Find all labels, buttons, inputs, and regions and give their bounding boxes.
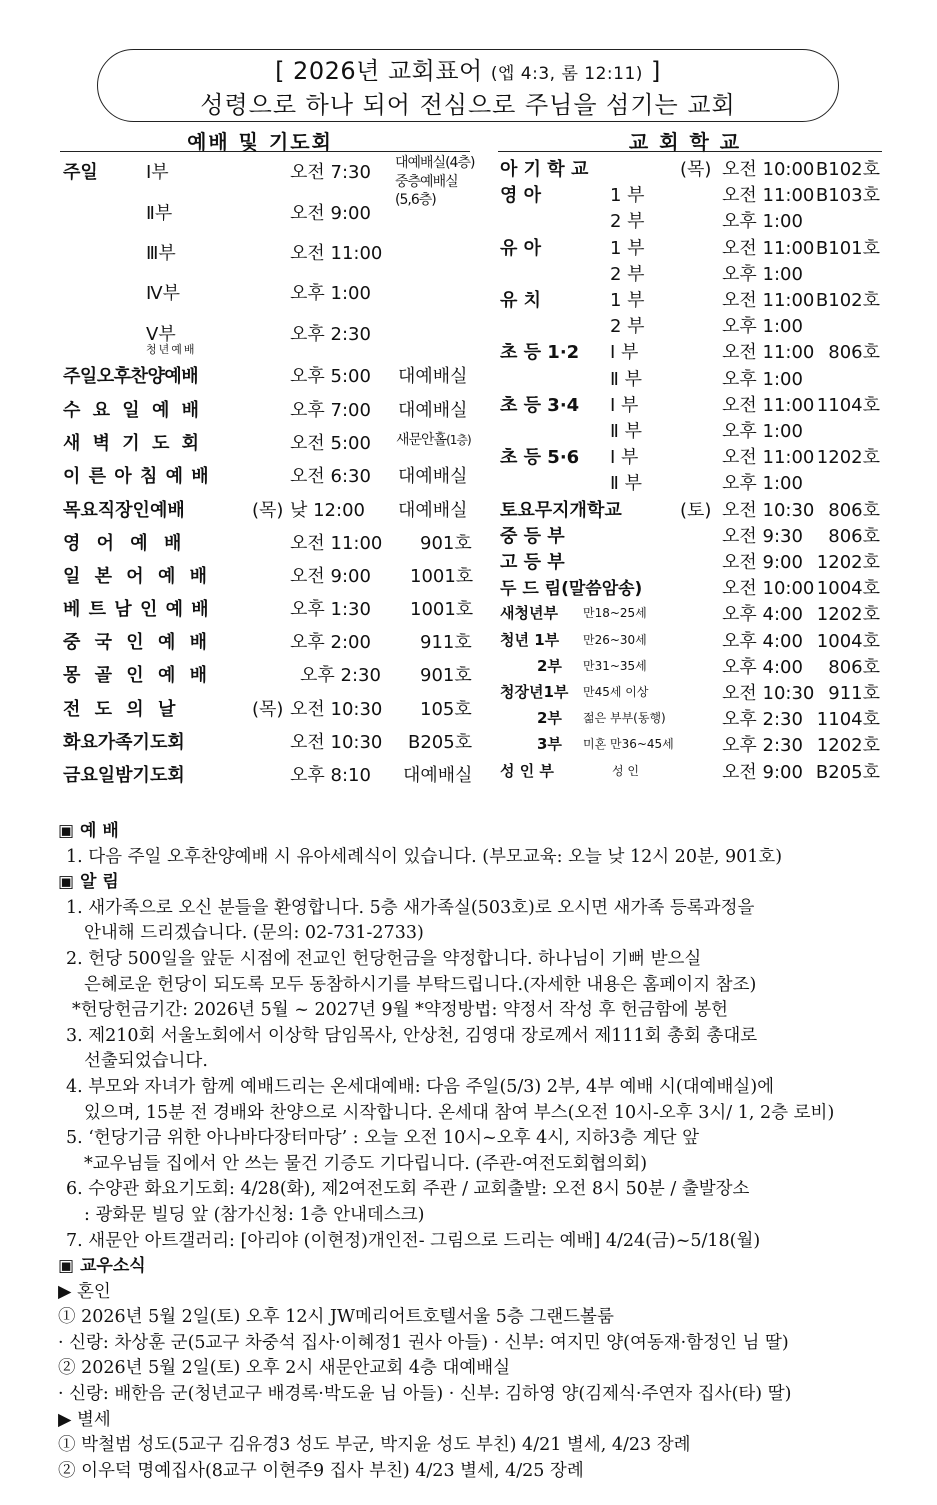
worship-name: 이 른 아 침 예 배 <box>63 466 210 487</box>
school-age: 만26~30세 <box>583 632 647 647</box>
notice-line: 2. 헌당 500일을 앞둔 시점에 전교인 헌당헌금을 약정합니다. 하나님이 기뻐 받으실 <box>66 948 702 969</box>
sunday-label: 주일 <box>63 162 98 183</box>
school-room: 806호 <box>828 342 880 364</box>
school-part: 2 부 <box>610 263 645 285</box>
notice-line: 안내해 드리겠습니다. (문의: 02-731-2733) <box>84 923 424 944</box>
school-time: 오후 4:00 <box>722 630 803 652</box>
school-room: 1004호 <box>816 578 880 600</box>
section-title-worship: ▣ 예 배 <box>58 821 119 841</box>
sunday-part: Ⅱ부 <box>146 203 173 224</box>
worship-time: 오전 11:00 <box>290 533 383 554</box>
school-room: B101호 <box>815 237 880 259</box>
school-part: Ⅰ 부 <box>610 394 639 416</box>
motto-title: [ 2026년 교회표어 <box>275 57 483 85</box>
school-time: 오후 4:00 <box>722 656 803 678</box>
school-time: 오전 9:00 <box>722 552 803 573</box>
notice-section <box>58 819 888 1484</box>
worship-place: 901호 <box>420 533 472 554</box>
school-name: 초 등 1·2 <box>500 342 580 364</box>
motto-reference: (엡 4:3, 롬 12:11) <box>490 64 643 84</box>
worship-time: 오후 1:30 <box>290 599 371 620</box>
school-time: 오전 11:00 <box>722 185 815 207</box>
school-time: 오전 11:00 <box>722 290 815 311</box>
notice-line: *헌당헌금기간: 2026년 5월 ~ 2027년 9월 *약정방법: 약정서 작성 후 헌금함에 봉헌 <box>72 1000 729 1021</box>
school-room: 806호 <box>828 656 880 678</box>
worship-time: 오전 10:30 <box>290 699 383 720</box>
notice-line: : 광화문 빌딩 앞 (참가신청: 1층 안내데스크) <box>84 1204 425 1225</box>
school-room: 1104호 <box>816 709 880 731</box>
school-part: 1 부 <box>610 237 645 259</box>
sunday-part: Ⅴ부 <box>146 324 176 345</box>
worship-time: 오전 5:00 <box>290 433 371 454</box>
school-room: 1202호 <box>816 604 880 626</box>
worship-time: 오전 6:30 <box>290 466 371 487</box>
worship-name: 전 도 의 날 <box>63 699 180 720</box>
worship-place-sub: (1층) <box>446 433 471 447</box>
worship-place: 911호 <box>420 632 472 653</box>
school-name: 성 인 부 <box>500 761 554 780</box>
school-part: (토) <box>680 499 712 521</box>
school-part: (목) <box>680 159 712 180</box>
school-time: 오전 11:00 <box>722 394 815 416</box>
school-part: 1 부 <box>610 185 645 207</box>
worship-name: 주일오후찬양예배 <box>63 366 199 387</box>
school-age: 만18~25세 <box>583 606 647 621</box>
worship-place-main: 새문안홀 <box>396 432 447 448</box>
school-room: B102호 <box>815 159 880 180</box>
school-time: 오후 1:00 <box>722 473 803 495</box>
school-age: 성 인 <box>612 763 639 778</box>
worship-name: 새 벽 기 도 회 <box>63 433 203 454</box>
school-time: 오전 10:00 <box>722 159 815 180</box>
worship-place: 대예배실 <box>403 765 473 786</box>
worship-time: 오후 7:00 <box>290 400 371 421</box>
school-time: 오전 11:00 <box>722 237 815 259</box>
school-time: 오전 11:00 <box>722 342 815 364</box>
notice-line: · 신랑: 차상훈 군(5교구 차중석 집사·이혜정1 권사 아들) · 신부: 여지민 양(여동재·함정인 님 딸) <box>58 1332 789 1353</box>
school-header: 교 회 학 교 <box>628 130 742 154</box>
school-header-rule <box>498 151 882 152</box>
worship-time: 오후 2:30 <box>300 665 381 686</box>
school-room: B103호 <box>815 185 880 207</box>
school-room: 806호 <box>828 525 880 547</box>
worship-day: (목) <box>252 500 284 521</box>
worship-place <box>396 429 471 449</box>
worship-place: 1001호 <box>410 599 474 620</box>
funeral-heading: ▶ 별세 <box>58 1409 111 1430</box>
youth-service-sub: 청년예배 <box>146 343 197 356</box>
notice-line: ① 박철범 성도(5교구 김유경3 성도 부군, 박지윤 성도 부친) 4/21 별세, 4/23 장례 <box>58 1435 691 1456</box>
school-room: 1202호 <box>816 447 880 469</box>
worship-time: 오후 5:00 <box>290 366 371 387</box>
school-time: 오전 9:30 <box>722 525 803 547</box>
sunday-place: 대예배실(4층) <box>395 155 475 171</box>
section-title-members: ▣ 교우소식 <box>58 1256 146 1277</box>
school-time: 오전 10:30 <box>722 499 815 521</box>
school-part: 2 부 <box>610 211 645 233</box>
school-part: Ⅰ 부 <box>610 447 639 469</box>
school-room: 1004호 <box>816 630 880 652</box>
school-room: 911호 <box>828 683 880 704</box>
school-room: 806호 <box>828 499 880 521</box>
school-room: B102호 <box>815 290 880 311</box>
worship-day: (목) <box>252 699 284 720</box>
notice-line: 있으며, 15분 전 경배와 찬양으로 시작합니다. 온세대 참여 부스(오전 10시-오후 3시/ 1, 2층 로비) <box>84 1102 835 1123</box>
sunday-time: 오전 9:00 <box>290 203 371 224</box>
school-time: 오후 1:00 <box>722 316 803 338</box>
worship-time: 오후 8:10 <box>290 765 371 786</box>
school-age: 만31~35세 <box>583 658 647 673</box>
worship-place: 대예배실 <box>398 466 468 487</box>
worship-header-rule <box>60 151 470 152</box>
school-name: 2부 <box>537 709 562 728</box>
school-time: 오후 1:00 <box>722 421 803 442</box>
worship-place: 105호 <box>420 699 472 720</box>
school-room: 1202호 <box>816 552 880 573</box>
school-time: 오후 1:00 <box>722 263 803 285</box>
sunday-time: 오후 1:00 <box>290 283 371 304</box>
notice-line: 은혜로운 헌당이 되도록 모두 동참하시기를 부탁드립니다.(자세한 내용은 홈페이지 참조) <box>84 974 757 995</box>
school-room: B205호 <box>815 761 880 783</box>
worship-place: B205호 <box>408 732 473 753</box>
notice-line: 6. 수양관 화요기도회: 4/28(화), 제2여전도회 주관 / 교회출발: 오전 8시 50분 / 출발장소 <box>66 1179 750 1200</box>
motto-box <box>97 49 839 122</box>
school-name: 청년 1부 <box>500 630 560 649</box>
sunday-time: 오전 11:00 <box>290 243 383 264</box>
worship-header: 예배 및 기도회 <box>187 130 333 154</box>
school-age: 만45세 이상 <box>583 685 649 699</box>
sunday-time: 오전 7:30 <box>290 162 371 183</box>
school-time: 오후 2:30 <box>722 735 803 757</box>
notice-line: 4. 부모와 자녀가 함께 예배드리는 온세대예배: 다음 주일(5/3) 2부, 4부 예배 시(대예배실)에 <box>66 1076 775 1097</box>
sunday-part: Ⅲ부 <box>146 243 176 264</box>
worship-name: 영 어 예 배 <box>63 533 187 554</box>
notice-line: 7. 새문안 아트갤러리: [아리야 (이현정)개인전- 그림으로 드리는 예배] 4/24(금)~5/18(월) <box>66 1230 761 1251</box>
worship-place: 901호 <box>420 665 472 686</box>
worship-name: 화요가족기도회 <box>63 732 185 753</box>
worship-name: 일 본 어 예 배 <box>63 566 212 587</box>
school-name: 청장년1부 <box>500 683 569 701</box>
motto-line2: 성령으로 하나 되어 전심으로 주님을 섬기는 교회 <box>200 91 736 119</box>
school-name: 2부 <box>537 656 562 675</box>
notice-line: 1. 새가족으로 오신 분들을 환영합니다. 5층 새가족실(503호)로 오시면 새가족 등록과정을 <box>66 897 755 918</box>
sunday-place: 중층예배실 <box>395 174 458 190</box>
school-room: 1104호 <box>816 394 880 416</box>
worship-name: 수 요 일 예 배 <box>63 400 203 421</box>
school-part: 2 부 <box>610 316 645 338</box>
marriage-heading: ▶ 혼인 <box>58 1281 111 1302</box>
motto-line1 <box>98 56 838 89</box>
worship-name: 중 국 인 예 배 <box>63 632 212 653</box>
school-name: 초 등 3·4 <box>500 394 580 416</box>
school-part: Ⅱ 부 <box>610 421 642 442</box>
worship-place: 1001호 <box>410 566 474 587</box>
school-part: Ⅰ 부 <box>610 342 639 364</box>
worship-name: 목요직장인예배 <box>63 500 185 521</box>
notice-line: ② 2026년 5월 2일(토) 오후 2시 새문안교회 4층 대예배실 <box>58 1358 511 1379</box>
school-name: 3부 <box>537 735 562 754</box>
sunday-part: Ⅰ부 <box>146 162 169 183</box>
worship-name: 베 트 남 인 예 배 <box>63 599 210 620</box>
school-time: 오후 2:30 <box>722 709 803 731</box>
worship-time: 낮 12:00 <box>290 500 365 521</box>
school-name: 영 아 <box>500 185 542 207</box>
school-name: 유 아 <box>500 237 542 259</box>
sunday-part: Ⅳ부 <box>146 283 180 304</box>
notice-line: · 신랑: 배한음 군(청년교구 배경록·박도윤 님 아들) · 신부: 김하영 양(김제식·주연자 집사(타) 딸) <box>58 1384 792 1405</box>
notice-line: 1. 다음 주일 오후찬양예배 시 유아세례식이 있습니다. (부모교육: 오늘 낮 12시 20분, 901호) <box>66 846 783 867</box>
school-name: 두 드 림(말씀암송) <box>500 579 643 600</box>
school-age: 젊은 부부(동행) <box>583 711 666 726</box>
worship-time: 오후 2:00 <box>290 632 371 653</box>
worship-place: 대예배실 <box>398 500 468 521</box>
school-time: 오후 1:00 <box>722 368 803 390</box>
worship-time: 오전 10:30 <box>290 732 383 753</box>
school-name: 아 기 학 교 <box>500 159 589 180</box>
school-room: 1202호 <box>816 735 880 757</box>
school-time: 오전 11:00 <box>722 447 815 469</box>
worship-name: 몽 골 인 예 배 <box>63 665 212 686</box>
notice-line: 선출되었습니다. <box>84 1051 208 1072</box>
worship-place: 대예배실 <box>398 366 468 387</box>
worship-place: 대예배실 <box>398 400 468 421</box>
school-name: 중 등 부 <box>500 525 565 547</box>
notice-line: 3. 제210회 서울노회에서 이상학 담임목사, 안상천, 김영대 장로께서 제111회 총회 총대로 <box>66 1025 758 1046</box>
school-part: 1 부 <box>610 290 645 311</box>
motto-bracket: ] <box>651 57 661 85</box>
notice-line: ② 이우덕 명예집사(8교구 이현주9 집사 부친) 4/23 별세, 4/25 장례 <box>58 1460 584 1481</box>
notice-line: *교우님들 집에서 안 쓰는 물건 기증도 기다립니다. (주관-여전도회협의회) <box>84 1153 648 1174</box>
section-title-announcements: ▣ 알 림 <box>58 872 119 893</box>
school-time: 오후 1:00 <box>722 211 803 233</box>
school-part: Ⅱ 부 <box>610 473 642 495</box>
school-time: 오전 9:00 <box>722 761 803 783</box>
school-name: 새청년부 <box>500 604 558 623</box>
worship-name: 금요일밤기도회 <box>63 765 185 786</box>
school-name: 고 등 부 <box>500 552 565 573</box>
sunday-time: 오후 2:30 <box>290 324 371 345</box>
school-time: 오후 4:00 <box>722 604 803 626</box>
notice-line: ① 2026년 5월 2일(토) 오후 12시 JW메리어트호텔서울 5층 그랜드볼룸 <box>58 1307 614 1328</box>
school-name: 초 등 5·6 <box>500 447 580 469</box>
school-time: 오전 10:00 <box>722 578 815 600</box>
school-name: 토요무지개학교 <box>500 499 622 521</box>
school-part: Ⅱ 부 <box>610 368 642 390</box>
sunday-place: (5,6층) <box>395 192 436 208</box>
worship-time: 오전 9:00 <box>290 566 371 587</box>
notice-line: 5. ‘헌당기금 위한 아나바다장터마당’ : 오늘 오전 10시~오후 4시, 지하3층 계단 앞 <box>66 1128 700 1149</box>
school-time: 오전 10:30 <box>722 683 815 704</box>
school-age: 미혼 만36~45세 <box>583 737 674 752</box>
school-name: 유 치 <box>500 290 542 311</box>
